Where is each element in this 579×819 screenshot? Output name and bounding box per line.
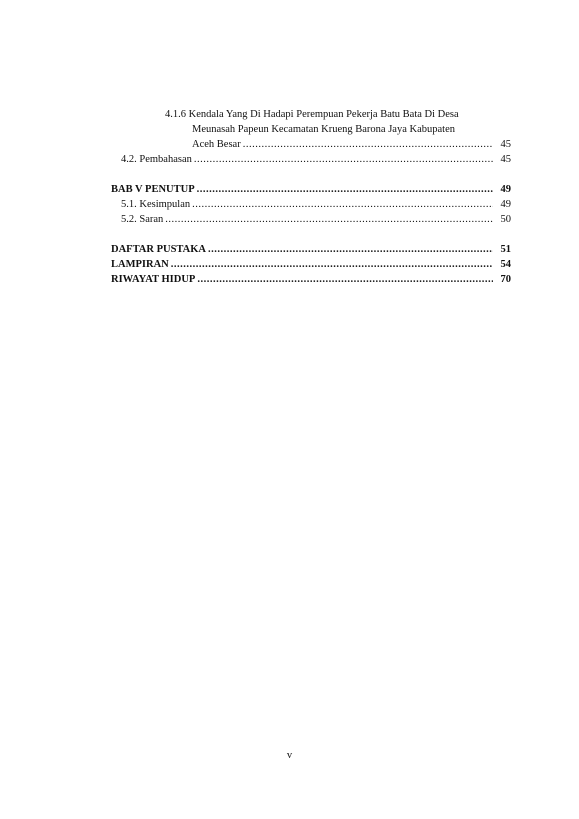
- toc-entry-4-1-6-line3: [111, 137, 511, 152]
- toc-entry-title: 5.2. Saran: [121, 214, 164, 225]
- spacer: [111, 167, 511, 182]
- toc-entry-5-1: [111, 197, 511, 212]
- dot-leader: [197, 182, 493, 197]
- toc-page-number: 45: [500, 154, 511, 165]
- toc-page-number: 51: [500, 244, 511, 255]
- toc-entry-riwayat-hidup: [111, 272, 511, 287]
- toc-entry-title: 4.1.6 Kendala Yang Di Hadapi Perempuan Pekerja Batu Bata Di Desa: [165, 109, 459, 120]
- spacer: [111, 227, 511, 242]
- dot-leader: [208, 242, 493, 257]
- toc-page-number: 45: [500, 139, 511, 150]
- toc-entry-title: 5.1. Kesimpulan: [121, 199, 191, 210]
- toc-entry-bab-v: [111, 182, 511, 197]
- dot-leader: [171, 257, 493, 272]
- toc-page-number: 70: [500, 274, 511, 285]
- toc-entry-title: RIWAYAT HIDUP: [111, 274, 196, 285]
- toc-entry-title: LAMPIRAN: [111, 259, 169, 270]
- toc-entry-title: BAB V PENUTUP: [111, 184, 195, 195]
- toc-entry-4-1-6-line1: [111, 107, 511, 122]
- toc-entry-4-2: [111, 152, 511, 167]
- dot-leader: [243, 137, 493, 152]
- toc-page-number: 50: [500, 214, 511, 225]
- toc-entry-5-2: [111, 212, 511, 227]
- toc-page-number: 49: [500, 199, 511, 210]
- dot-leader: [197, 272, 493, 287]
- toc-entry-title: DAFTAR PUSTAKA: [111, 244, 206, 255]
- toc-entry-lampiran: [111, 257, 511, 272]
- toc-page-number: 54: [500, 259, 511, 270]
- toc-entry-title: Meunasah Papeun Kecamatan Krueng Barona Jaya Kabupaten: [192, 124, 455, 135]
- dot-leader: [192, 197, 493, 212]
- toc-entry-4-1-6-line2: [111, 122, 511, 137]
- toc-page-number: 49: [500, 184, 511, 195]
- dot-leader: [165, 212, 493, 227]
- toc-entry-title: Aceh Besar: [192, 139, 241, 150]
- toc-entry-daftar-pustaka: [111, 242, 511, 257]
- table-of-contents: [111, 107, 511, 287]
- dot-leader: [194, 152, 493, 167]
- page-number: v: [286, 750, 293, 761]
- toc-entry-title: 4.2. Pembahasan: [121, 154, 192, 165]
